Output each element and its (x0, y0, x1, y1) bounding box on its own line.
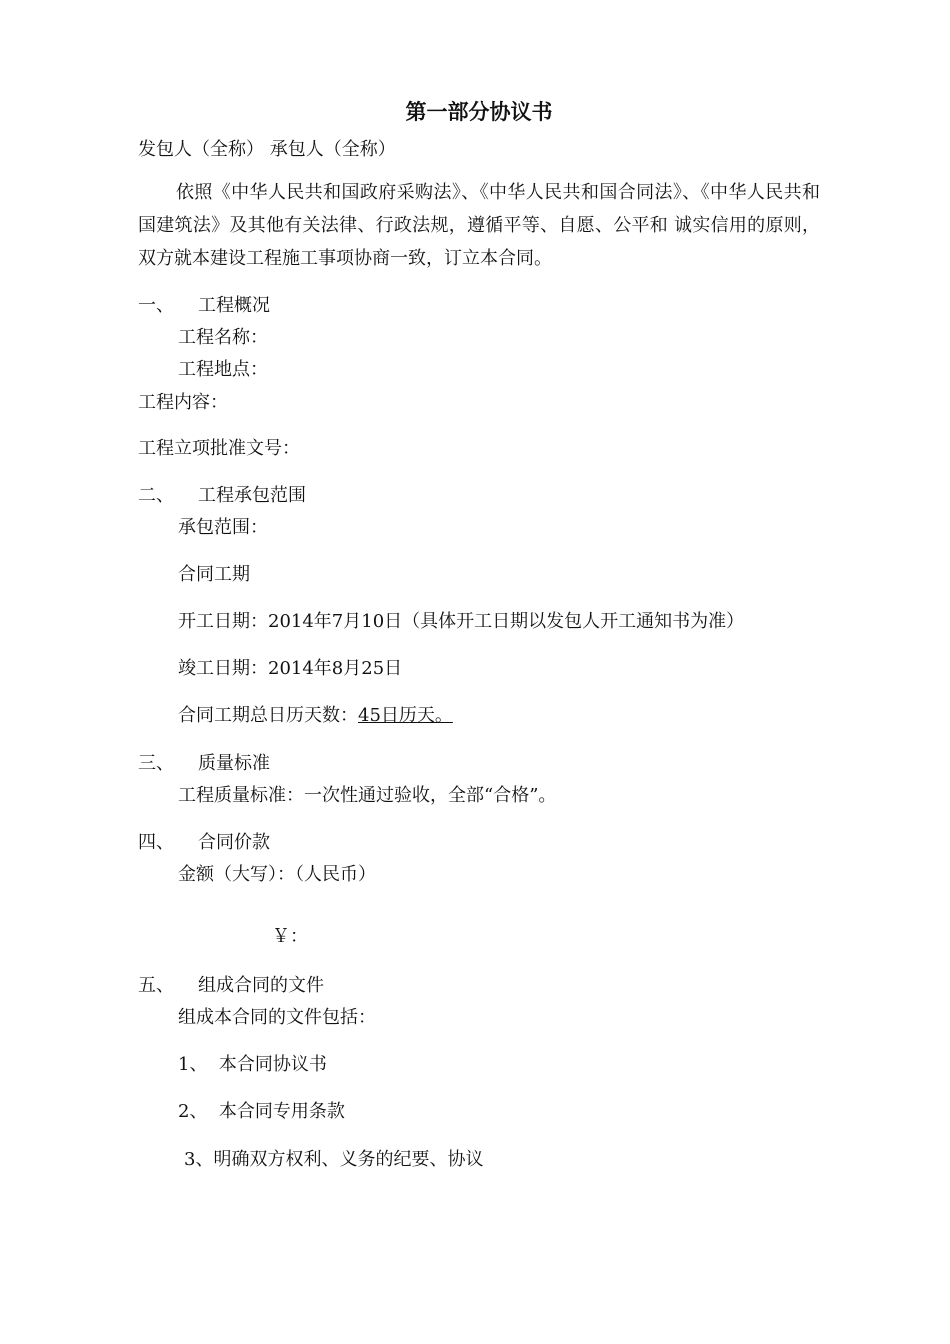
section-1-number: 一、 (138, 295, 174, 316)
project-approval-label: 工程立项批准文号： (138, 438, 300, 459)
section-2-heading (138, 484, 306, 508)
total-days-line (178, 704, 453, 728)
scope-label: 承包范围： (178, 517, 268, 538)
section-5-number: 五、 (138, 975, 174, 996)
parties-line: 发包人（全称） 承包人（全称） (138, 139, 396, 160)
section-4-heading (138, 831, 270, 855)
project-name-label: 工程名称： (178, 327, 268, 348)
total-days-value: 45日历天。 (358, 705, 453, 726)
section-4-title: 合同价款 (198, 832, 270, 853)
section-2-title: 工程承包范围 (198, 485, 306, 506)
amount-label: 金额（大写）：（人民币） (178, 864, 376, 885)
total-days-label: 合同工期总日历天数： (178, 705, 358, 726)
contract-period-title: 合同工期 (178, 564, 250, 585)
section-3-title: 质量标准 (198, 753, 270, 774)
section-3-number: 三、 (138, 753, 174, 774)
start-date-line: 开工日期：2014年7月10日（具体开工日期以发包人开工通知书为准） (178, 611, 745, 632)
end-date-line: 竣工日期：2014年8月25日 (178, 658, 403, 679)
section-3-heading (138, 752, 270, 776)
project-location-label: 工程地点： (178, 359, 268, 380)
section-4-number: 四、 (138, 832, 174, 853)
project-content-label: 工程内容： (138, 392, 228, 413)
documents-intro: 组成本合同的文件包括： (178, 1007, 376, 1028)
section-1-title: 工程概况 (198, 295, 270, 316)
section-5-title: 组成合同的文件 (198, 975, 324, 996)
intro-paragraph: 依照《中华人民共和国政府采购法》、《中华人民共和国合同法》、《中华人民共和国建筑法》及其他有关法律、行政法规，遵循平等、自愿、公平和 诚实信用的原则，双方就本建设工程施工事项协商一致，订立本合同。 (138, 182, 820, 269)
list-item: 2、 本合同专用条款 (178, 1101, 345, 1122)
list-item: 3、明确双方权利、义务的纪要、协议 (184, 1149, 484, 1170)
section-2-number: 二、 (138, 485, 174, 506)
quality-standard-line: 工程质量标准：一次性通过验收，全部“合格”。 (178, 785, 557, 806)
page-title: 第一部分协议书 (405, 100, 553, 124)
section-1-heading (138, 294, 270, 318)
yen-amount-line: ￥： (272, 926, 308, 947)
list-item: 1、 本合同协议书 (178, 1054, 327, 1075)
section-5-heading (138, 974, 324, 998)
